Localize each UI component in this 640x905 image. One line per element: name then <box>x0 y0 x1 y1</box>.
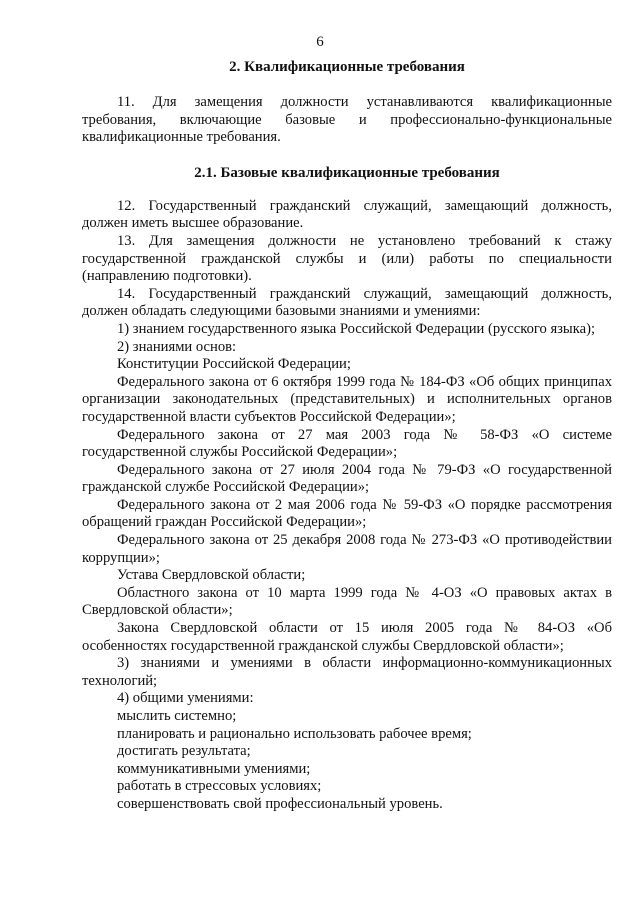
law-84oz: Закона Свердловской области от 15 июля 2005 года № 84-ОЗ «Об особенностях государственной гражданской службы Свердловской области»; <box>82 620 612 654</box>
law-79fz: Федерального закона от 27 июля 2004 года № 79-ФЗ «О государственной гражданской службе Российской Федерации»; <box>82 461 612 496</box>
law-273fz: Федерального закона от 25 декабря 2008 года № 273-ФЗ «О противодействии коррупции»; <box>82 532 612 566</box>
knowledge-item-1: 1) знанием государственного языка Российской Федерации (русского языка); <box>117 320 595 337</box>
skill-item: планировать и рационально использовать рабочее время; <box>117 725 472 742</box>
paragraph-11: 11. Для замещения должности устанавливаются квалификационные требования, включающие базовые и профессионально-функциональные квалификационные требования. <box>82 94 612 146</box>
subsection-title: 2.1. Базовые квалификационные требования <box>194 164 500 181</box>
law-184fz: Федерального закона от 6 октября 1999 года № 184-ФЗ «Об общих принципах организации законодательных (представительных) и исполнительных органов государственной власти субъектов Российской Федерации»; <box>82 373 612 425</box>
law-59fz: Федерального закона от 2 мая 2006 года № 59-ФЗ «О порядке рассмотрения обращений граждан Российской Федерации»; <box>82 496 612 531</box>
knowledge-item-3: 3) знаниями и умениями в области информационно-коммуникационных технологий; <box>82 655 612 689</box>
skill-item: мыслить системно; <box>117 708 237 724</box>
law-58fz: Федерального закона от 27 мая 2003 года № 58-ФЗ «О системе государственной службы Российской Федерации»; <box>82 426 612 461</box>
law-4oz: Областного закона от 10 марта 1999 года № 4-ОЗ «О правовых актах в Свердловской области»; <box>82 584 612 619</box>
skill-item: совершенствовать свой профессиональный уровень. <box>117 795 443 812</box>
document-body <box>82 58 612 814</box>
law-constitution: Конституции Российской Федерации; <box>117 356 351 373</box>
skill-item: работать в стрессовых условиях; <box>117 778 322 795</box>
knowledge-item-2: 2) знаниями основ: <box>117 338 237 355</box>
paragraph-12: 12. Государственный гражданский служащий, замещающий должность, должен иметь высшее образование. <box>82 197 612 232</box>
section-title: 2. Квалификационные требования <box>229 59 465 75</box>
page-number: 6 <box>316 34 324 50</box>
paragraph-13: 13. Для замещения должности не установлено требований к стажу государственной гражданской службы и (или) работы по специальности (направлению подготовки). <box>82 232 612 285</box>
law-charter: Устава Свердловской области; <box>117 567 306 584</box>
knowledge-item-4: 4) общими умениями: <box>117 690 254 707</box>
skill-item: достигать результата; <box>117 743 251 760</box>
skill-item: коммуникативными умениями; <box>117 760 311 777</box>
paragraph-14: 14. Государственный гражданский служащий, замещающий должность, должен обладать следующими базовыми знаниями и умениями: <box>82 285 612 320</box>
